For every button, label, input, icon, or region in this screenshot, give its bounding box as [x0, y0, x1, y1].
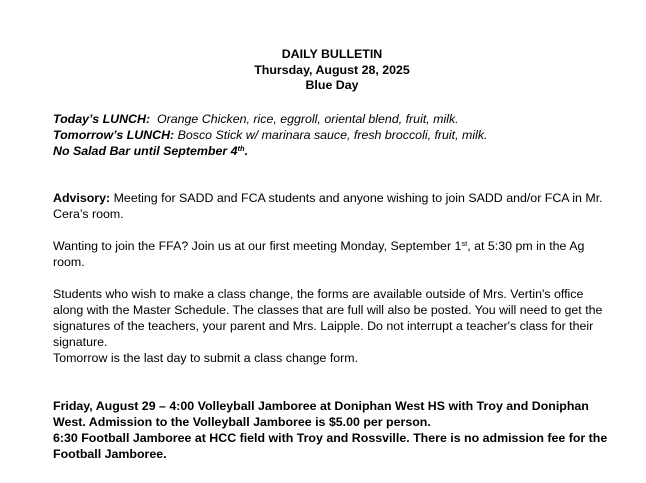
- bulletin-page: [53, 47, 613, 462]
- tomorrow-lunch-label: Tomorrow’s LUNCH:: [53, 127, 175, 142]
- tomorrow-lunch-menu: Bosco Stick w/ marinara sauce, fresh broccoli, fruit, milk.: [177, 127, 488, 142]
- advisory-text: Meeting for SADD and FCA students and anyone wishing to join SADD and/or FCA in Mr. Cera’s room.: [53, 190, 603, 221]
- advisory-label: Advisory:: [53, 190, 111, 205]
- ffa-text-end: , at 5:30 pm in the Ag room.: [53, 238, 585, 269]
- bulletin-header: [51, 47, 613, 94]
- volleyball-event: Friday, August 29 – 4:00 Volleyball Jamboree at Doniphan West HS with Troy and Doniphan West. Admission to the Volleyball Jamboree is $5.00 per person.: [53, 398, 589, 429]
- class-change-deadline: Tomorrow is the last day to submit a class change form.: [53, 350, 359, 365]
- class-change-text: Students who wish to make a class change, the forms are available outside of Mrs. Vertin's office along with the Master Schedule. The classes that are full will also be posted. You will need to get the signatures of the teachers, your parent and Mrs. Laipple. Do not interrupt a teacher's class for their signature.: [53, 286, 603, 349]
- events-paragraph: [53, 398, 613, 462]
- salad-bar-sup: th: [237, 143, 245, 153]
- today-lunch-line: [53, 111, 613, 127]
- salad-bar-note: [53, 143, 613, 159]
- advisory-paragraph: [53, 190, 613, 222]
- salad-bar-end: .: [244, 143, 249, 158]
- ffa-text: Wanting to join the FFA? Join us at our first meeting Monday, September 1: [53, 238, 462, 253]
- tomorrow-lunch-line: [53, 127, 613, 143]
- today-lunch-menu: Orange Chicken, rice, eggroll, oriental blend, fruit, milk.: [156, 111, 459, 126]
- football-event: 6:30 Football Jamboree at HCC field with Troy and Rossville. There is no admission fee for the Football Jamboree.: [53, 430, 608, 461]
- bulletin-date: Thursday, August 28, 2025: [254, 62, 410, 77]
- bulletin-day-type: Blue Day: [305, 78, 359, 92]
- ffa-paragraph: [53, 238, 613, 270]
- ffa-sup: st: [461, 238, 468, 248]
- lunch-section: [53, 111, 613, 159]
- salad-bar-text: No Salad Bar until September 4: [53, 143, 238, 158]
- class-change-paragraph: [53, 286, 613, 366]
- today-lunch-label: Today’s LUNCH:: [53, 111, 151, 126]
- bulletin-title: DAILY BULLETIN: [281, 47, 383, 61]
